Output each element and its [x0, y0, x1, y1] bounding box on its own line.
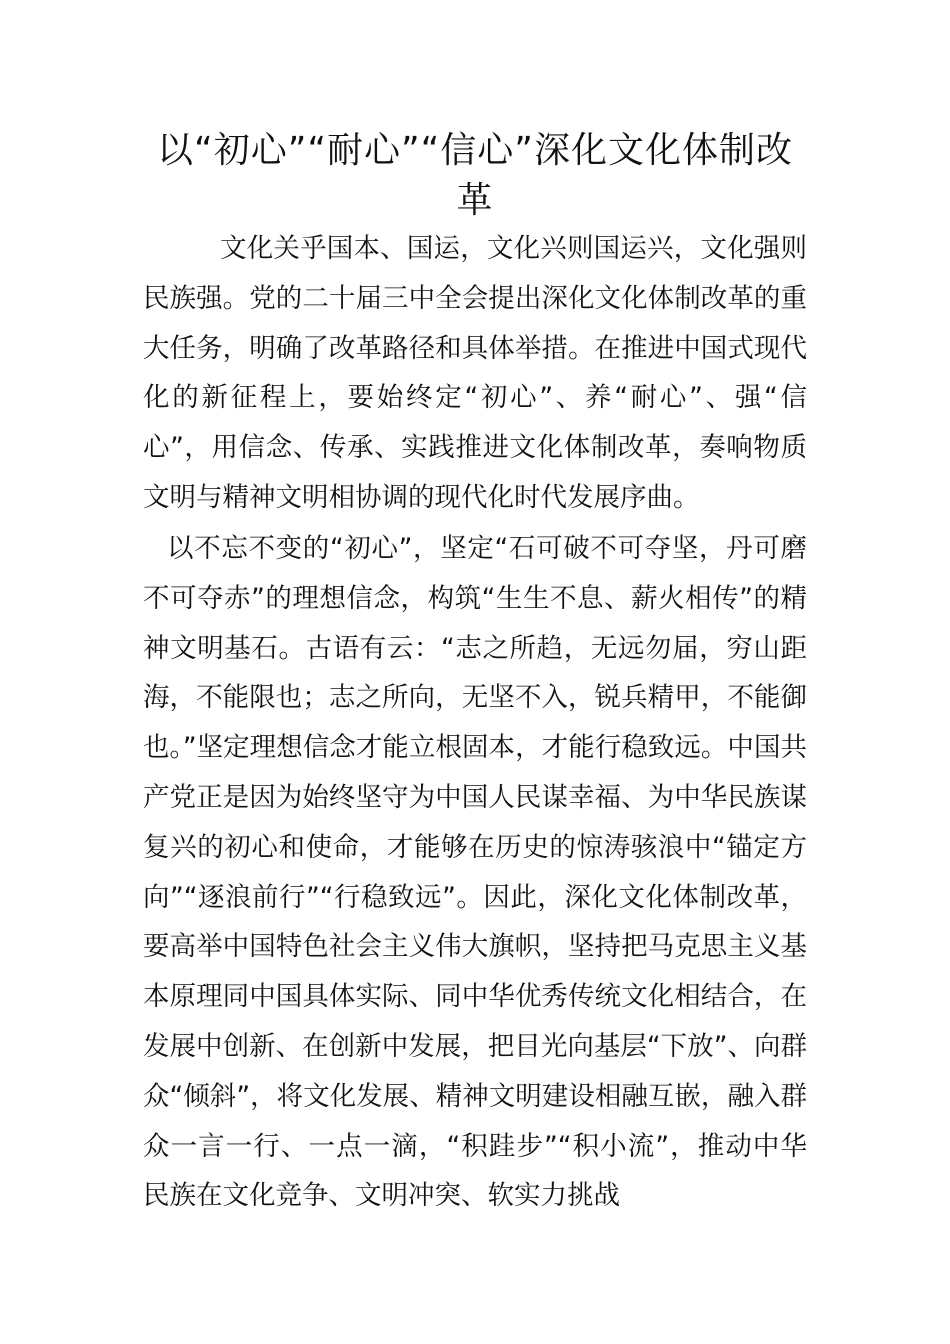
document-title: 以“初心”“耐心”“信心”深化文化体制改革 [157, 130, 793, 221]
paragraph-original-aspiration: 以不忘不变的“初心”，坚定“石可破不可夺坚，丹可磨不可夺赤”的理想信念，构筑“生生不息、薪火相传”的精神文明基石。古语有云：“志之所趋，无远勿届，穷山距海，不能限也；志之所向，无坚不入，锐兵精甲，不能御也。”坚定理想信念才能立根固本，才能行稳致远。中国共产党正是因为始终坚守为中国人民谋幸福、为中华民族谋复兴的初心和使命，才能够在历史的惊涛骇浪中“锚定方向”“逐浪前行”“行稳致远”。因此，深化文化体制改革，要高举中国特色社会主义伟大旗帜，坚持把马克思主义基本原理同中国具体实际、同中华优秀传统文化相结合，在发展中创新、在创新中发展，把目光向基层“下放”、向群众“倾斜”，将文化发展、精神文明建设相融互嵌，融入群众一言一行、一点一滴，“积跬步”“积小流”，推动中华民族在文化竞争、文明冲突、软实力挑战 [143, 533, 807, 1212]
paragraph-intro: 文化关乎国本、国运，文化兴则国运兴，文化强则民族强。党的二十届三中全会提出深化文化体制改革的重大任务，明确了改革路径和具体举措。在推进中国式现代化的新征程上，要始终定“初心”、养“耐心”、强“信心”，用信念、传承、实践推进文化体制改革，奏响物质文明与精神文明相协调的现代化时代发展序曲。 [143, 233, 807, 513]
